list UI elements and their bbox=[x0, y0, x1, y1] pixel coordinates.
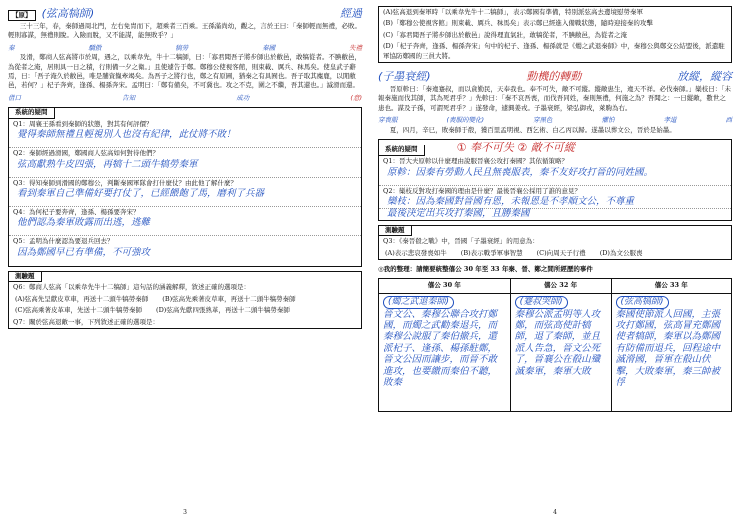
cell-text: 秦國使節派人回國，主張攻打鄭國，弦高冒充鄭國使者犒師，秦軍以為鄭國有防備而退兵，回程途中滅滑國，晉軍在殽山伏擊，大敗秦軍，秦三帥被俘 bbox=[615, 308, 721, 389]
handwritten-note: 經過 bbox=[340, 7, 362, 20]
margin-note: 秦國 bbox=[262, 43, 276, 52]
handwritten-note: 動機的轉動 bbox=[526, 70, 582, 84]
margin-notes-row-2 bbox=[8, 94, 362, 103]
passage-paragraph-2: 及滑，鄭商人弦高將市於周，遇之，以乘韋先，牛十二犒師，曰：「寡君聞吾子將步師出於敝邑，敢犒從者。不腆敝邑，為從者之淹，居則具一日之積，行則備一夕之衛。」且使遽告于鄭。鄭穆公使視客館，則束載、厲兵、秣馬矣。使皇武子辭焉，曰：「吾子淹久於敝邑，唯是脯資餼牽竭矣。為吾子之將行也，鄭之有原圃，猶秦之有具囿也。吾子取其麋鹿，以閒敝邑，若何？」杞子奔齊，逢孫、楊孫奔宋。孟明曰：「鄭有備矣，不可冀也。攻之不克，圍之不繼，吾其還也。」滅滑而還。 bbox=[8, 53, 361, 90]
summary-table bbox=[378, 278, 732, 411]
q6-option-a[interactable]: (A)弦高先呈獻皮草車，再送十二頭牛犒勞秦師 bbox=[15, 294, 149, 303]
q7-option-b[interactable]: (B)「鄭穆公使視客館」則束載、厲兵、秣馬矣」表示鄭已經進入備戰狀態，隨時迎接秦的攻擊 bbox=[383, 19, 653, 28]
q3-options bbox=[379, 248, 731, 259]
q7-option-c[interactable]: (C)「寡君聞吾子將步師出於敝邑」說得理直氣壯，敢犒從者，不腆敝邑，為從者之淹 bbox=[383, 30, 628, 39]
test-box bbox=[8, 271, 362, 329]
table-cell-33[interactable] bbox=[611, 293, 731, 411]
q6-options bbox=[9, 294, 361, 317]
question-3: Q3：得知秦師到滑國的鄭穆公，判斷秦國軍隊會打什麼仗？由此他了解什麼？ bbox=[13, 178, 237, 187]
handwritten-title: (弦高犒師) bbox=[41, 7, 95, 20]
table-cell-32[interactable] bbox=[510, 293, 611, 411]
table-cell-30[interactable] bbox=[379, 293, 511, 411]
question-4: Q4：為何杞子要奔齊，逢孫、楊孫要奔宋？ bbox=[13, 208, 140, 216]
cell-text: 秦穆公派孟明等人攻鄭，而弦高使計犒師，退了秦師，並且派人告急，晉文公死了，晉襄公在殽山殲滅秦軍，秦軍大敗 bbox=[514, 308, 601, 377]
margin-note: 告知 bbox=[122, 93, 136, 102]
q3-option-c[interactable]: (C)向周天子行禮 bbox=[536, 248, 586, 257]
right-questions-box-title: 系統的疑問 bbox=[379, 145, 425, 155]
answer-5[interactable]: 因為鄭國早已有準備，不可強攻 bbox=[17, 246, 151, 258]
right-test-box-title: 測驗題 bbox=[379, 226, 412, 236]
answer-4[interactable]: 他們認為秦軍敗露而出逃，逃難 bbox=[9, 218, 361, 236]
margin-note: (意) bbox=[350, 93, 362, 102]
right-test-box bbox=[378, 225, 732, 260]
passage-paragraph-4: 夏，四月，辛巳，敗秦師于殽，獲百里孟明視、西乞術、白乙丙以歸。遂墨以葬文公，晉於是始墨。 bbox=[389, 125, 676, 134]
cell-heading: (燭之武退秦師) bbox=[383, 296, 454, 309]
cell-text: 晉文公、秦穆公聯合攻打鄭國，而燭之武勸秦退兵，而秦穆公說服了秦伯撤兵，還派杞子、逢孫、楊孫駐鄭，晉文公因而讓步，而晉不敢進攻，也要繳而秦伯不聽，敗秦 bbox=[383, 308, 498, 389]
margin-note: 驕傲 bbox=[88, 43, 102, 52]
answer-3[interactable]: 看到秦軍自己準備好要打仗了，已經餵飽了馬，磨利了兵器 bbox=[9, 189, 361, 207]
q3-option-d[interactable]: (D)為文公服喪 bbox=[599, 248, 643, 257]
q3-option-a[interactable]: (A)表示悲哀發喪如牛 bbox=[385, 248, 447, 257]
margin-note: 失禮 bbox=[349, 43, 362, 52]
answer-1[interactable]: 覺得秦師無禮且輕視別人也沒有紀律，此仗將不敗！ bbox=[9, 130, 361, 148]
right-section-header bbox=[378, 69, 732, 85]
right-questions-box bbox=[378, 139, 732, 221]
margin-note: 穿喪服 bbox=[378, 116, 398, 125]
table-header-33: 僖公 33 年 bbox=[611, 279, 731, 293]
q7-option-d[interactable]: (D)「杞子奔齊，逢孫、楊孫奔宋」句中的杞子、逢孫、楊孫就是《燭之武退秦師》中，秦穆公與鄭交公結盟後，派遣駐軍協防鄭國的三員大將。 bbox=[383, 42, 725, 60]
summary-table-row bbox=[379, 293, 732, 411]
margin-notes-row-3 bbox=[378, 116, 732, 125]
right-question-1: Q1：晉大夫原軫以什麼理由說服晉襄公攻打秦國？其依循策略？ bbox=[383, 157, 568, 166]
margin-notes-row-1 bbox=[8, 44, 362, 53]
cell-heading: (弦高犒師) bbox=[616, 296, 669, 309]
table-header-30: 僖公 30 年 bbox=[379, 279, 511, 293]
left-header bbox=[8, 6, 362, 22]
questions-box-title: 系統的疑問 bbox=[9, 108, 55, 118]
margin-note: 孝道 bbox=[663, 116, 677, 125]
q7-option-a[interactable]: (A)弦高退到秦軍時「以乘韋先牛十二犒師」，表示鄭國有準備，特別派弦高去邊境慰勞秦軍 bbox=[383, 8, 644, 16]
margin-note: 秦 bbox=[8, 43, 15, 52]
passage-paragraph-3: 晉原軫曰：「秦違蹇叔，而以貪勤民，天奉我也。奉不可失，敵不可縱。縱敵患生，違天不祥。必伐秦師。」欒枝曰：「未報秦施而伐其師，其為死君乎？」先軫曰：「秦不哀吾喪，而伐吾同姓，秦則無禮，何施之為？吾聞之：一日縱敵，數世之患也。謀及子孫，可謂死君乎？」遂發命，遽興姜戎。子墨衰經，梁弘御戎，萊駒為右。 bbox=[378, 85, 731, 112]
question-6: Q6：鄭商人弦高「以乘韋先牛十二犒師」這句話的涵義解釋，敘述正確的選項是： bbox=[13, 283, 250, 292]
page-number: 3 bbox=[183, 509, 187, 517]
margin-note: (喪服的變化) bbox=[446, 116, 485, 125]
q6-option-c[interactable]: (C)弦高乘著皮革車，先送十二頭牛犒勞秦師 bbox=[15, 306, 143, 315]
test-box-title: 測驗題 bbox=[9, 272, 42, 282]
margin-note: 成功 bbox=[236, 93, 250, 102]
handwritten-note: 放縱，縱容 bbox=[677, 70, 732, 84]
section-tag: 【原】 bbox=[8, 10, 36, 21]
question-5: Q5：孟明為什麼認為要退兵回去？ bbox=[13, 237, 114, 246]
q7-options-box bbox=[378, 6, 732, 63]
q6-option-b[interactable]: (B)弦高先乘著皮草車，再送十二頭牛犒勞秦師 bbox=[162, 294, 296, 303]
q6-option-d[interactable]: (D)弦高先獻四張熟革，再送十二頭牛犒勞秦師 bbox=[156, 306, 290, 315]
right-answer-2a[interactable]: 欒枝：因為秦國對晉國有恩，未報恩是不孝順文公，不尊重 bbox=[379, 197, 731, 209]
margin-note: 懼怕 bbox=[601, 116, 615, 125]
answer-2[interactable]: 弦高獻熟牛皮四張，再犒十二頭牛犒勞秦軍 bbox=[9, 160, 361, 178]
passage-paragraph-1: 三十三年，春，秦師過周北門，左右免胄而下，超乘者三百乘。王孫滿尚幼，觀之，言於王曰：「秦師輕而無禮，必敗。輕則寡謀，無禮則脫。入險而脫，又不能謀，能無敗乎？」 bbox=[8, 21, 361, 40]
right-page bbox=[370, 0, 740, 522]
margin-note: 犒勞 bbox=[175, 43, 189, 52]
questions-box bbox=[8, 107, 362, 267]
margin-note: 西 bbox=[725, 116, 732, 125]
question-1: Q1：周襄王孫看到秦師的狀態，對其有何評價？ bbox=[13, 119, 153, 128]
table-header-32: 僖公 32 年 bbox=[510, 279, 611, 293]
right-answer-2b[interactable]: 最後決定出兵攻打秦國，且勝秦國 bbox=[387, 207, 530, 219]
question-7: Q7：關於弦高退敵一事，下列敘述正確的選項是： bbox=[13, 317, 159, 326]
right-answer-1[interactable]: 原軫：因秦有勞動人民且無喪服表，秦不友好攻打晉的同姓國。 bbox=[379, 168, 731, 186]
page-number: 4 bbox=[553, 509, 557, 517]
right-question-3: Q3：《秦晉殽之戰》中，晉國「子墨衰經」的用意為： bbox=[383, 237, 539, 246]
handwritten-section-title: (子墨衰經) bbox=[378, 70, 431, 84]
cell-heading: (蹇叔哭師) bbox=[515, 296, 568, 309]
q3-option-b[interactable]: (B)表示戰爭軍事智慧 bbox=[460, 248, 523, 257]
margin-note: 穿黑色 bbox=[533, 116, 553, 125]
summary-table-header bbox=[379, 279, 732, 293]
right-question-2: Q2：欒枝反對攻打秦國的理由是什麼？最後晉襄公採用了誰的意見？ bbox=[383, 186, 581, 195]
question-2: Q2：秦師經過滑國，鄭國商人弦高如何對待他們？ bbox=[13, 149, 159, 158]
summary-title: ◎我的整理：請簡要統整僖公 30 年至 33 年秦、晉、鄭之間所經歷的事件 bbox=[378, 265, 593, 274]
handwritten-red-note: ① 奉不可失 ② 敵不可縱 bbox=[456, 141, 575, 155]
margin-note: 借口 bbox=[8, 93, 21, 102]
